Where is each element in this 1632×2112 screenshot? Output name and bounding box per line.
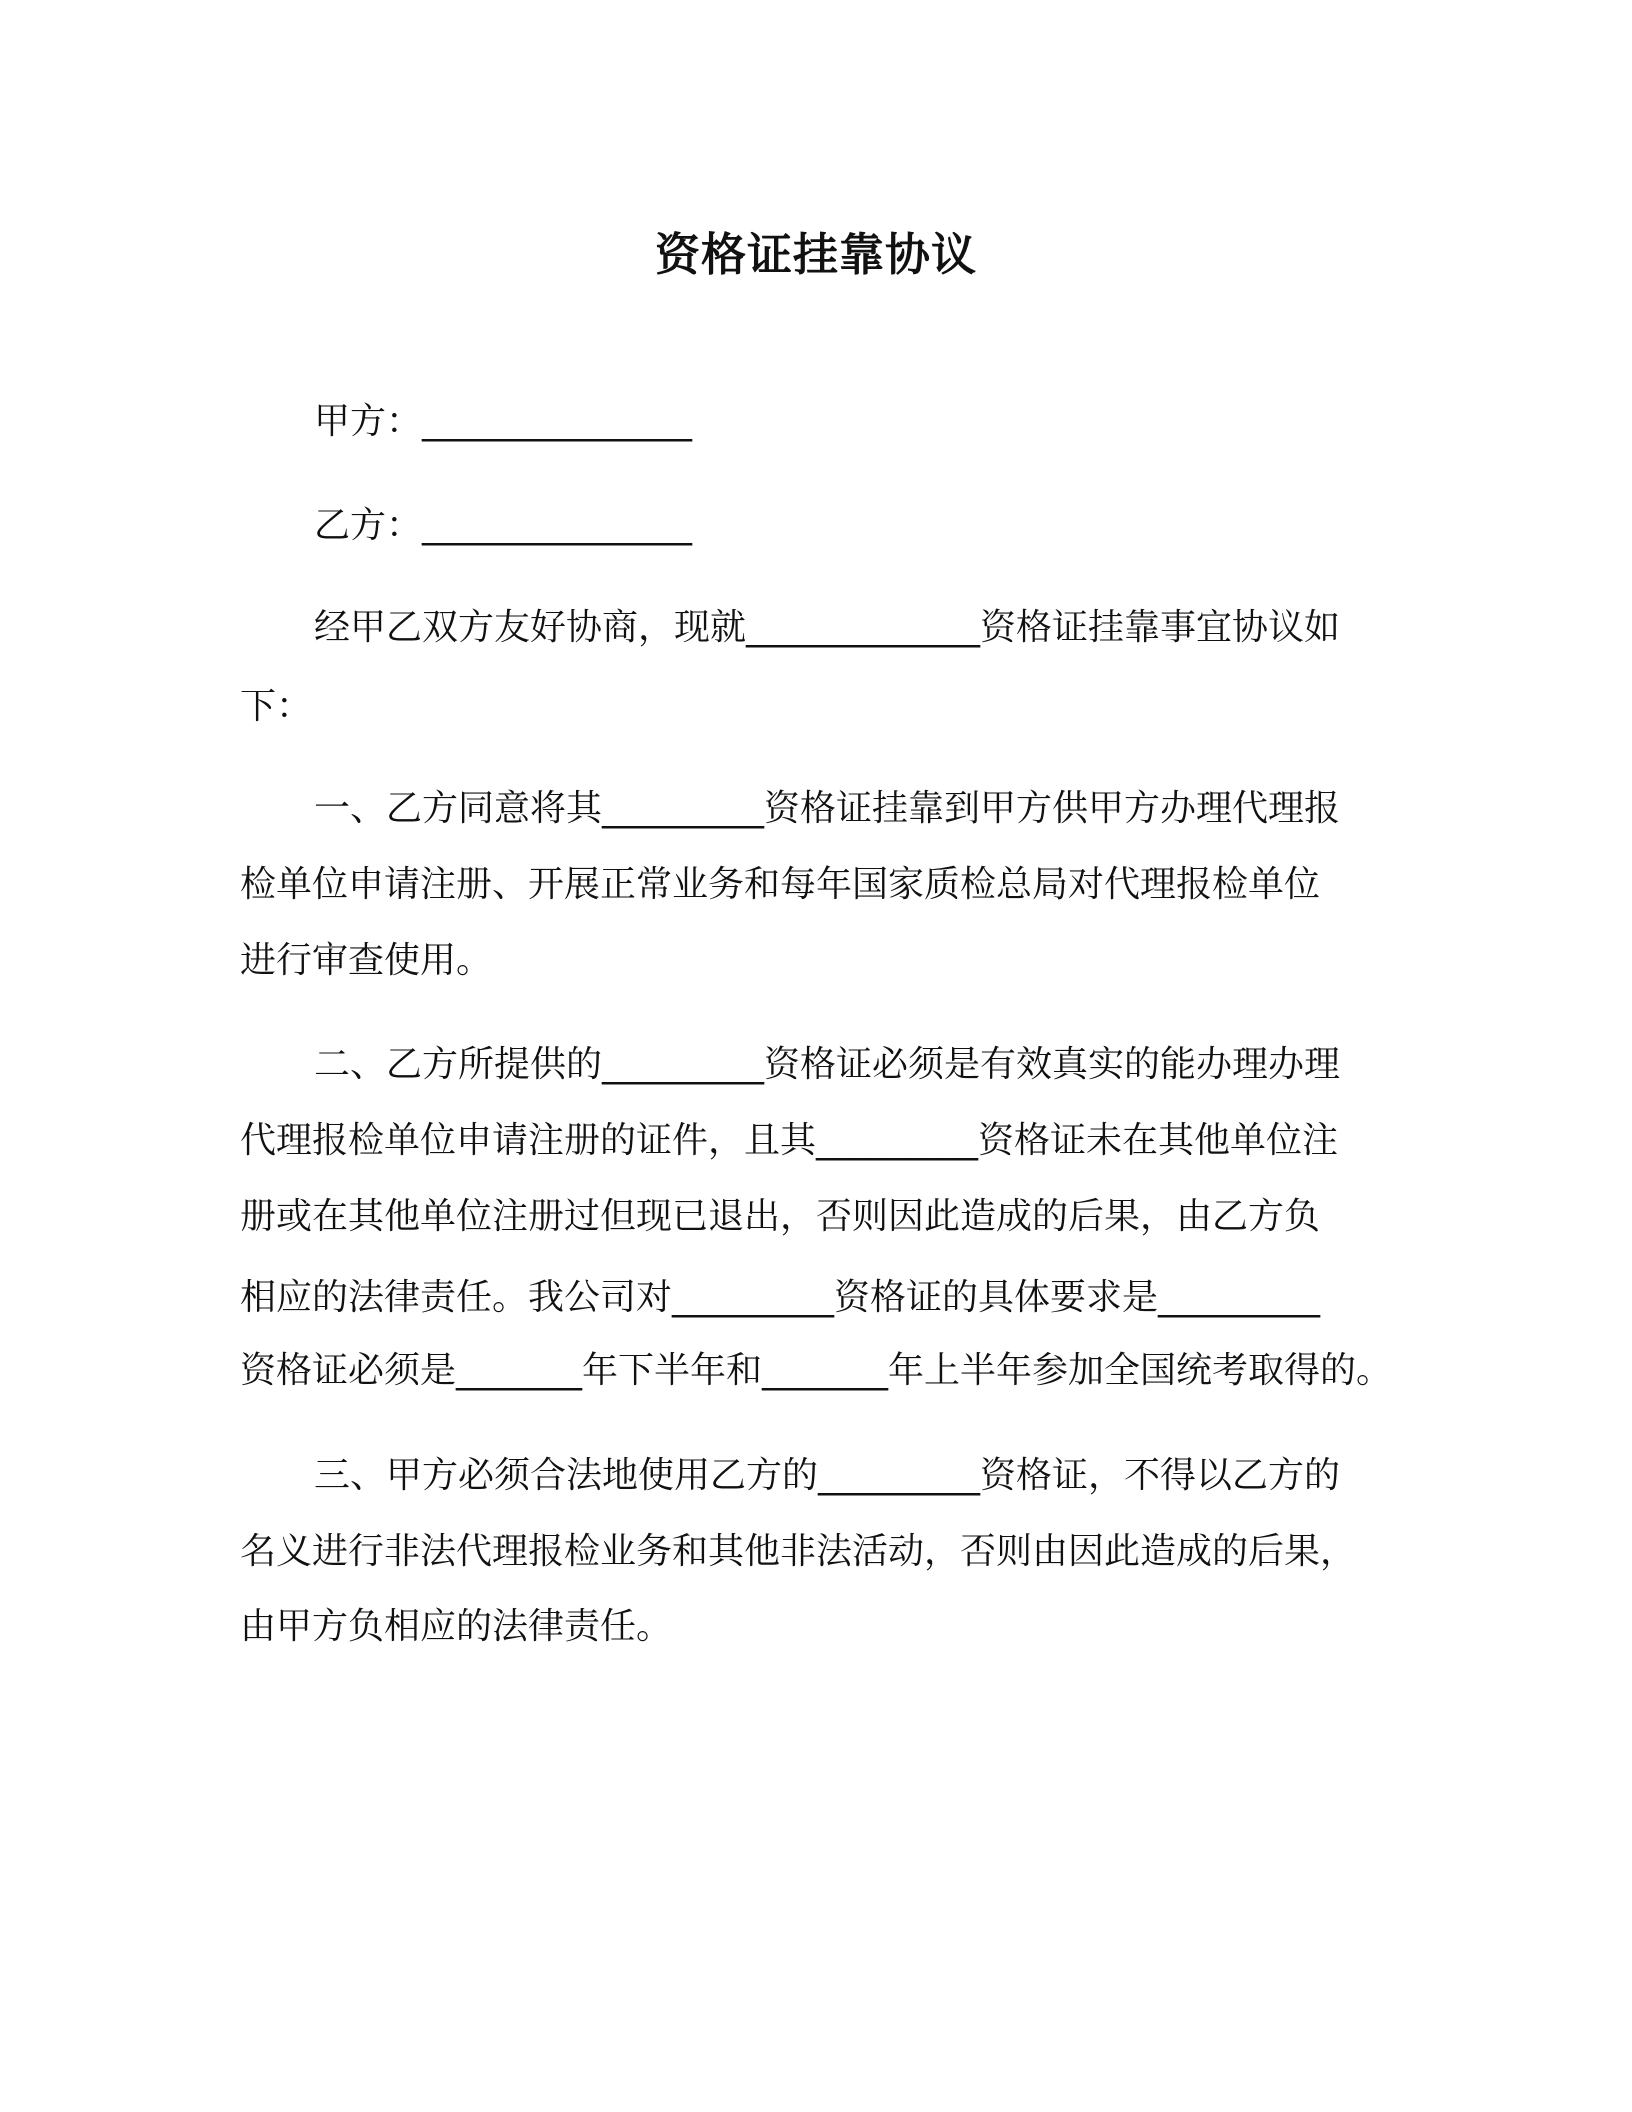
party-b-line: 乙方：_______________ <box>314 505 693 546</box>
clause-2-line-2: 代理报检单位申请注册的证件，且其_________资格证未在其他单位注 <box>240 1120 1339 1161</box>
clause-3-line-1: 三、甲方必须合法地使用乙方的_________资格证，不得以乙方的 <box>314 1455 1341 1496</box>
clause-1-line-2: 检单位申请注册、开展正常业务和每年国家质检总局对代理报检单位 <box>240 864 1321 905</box>
clause-2-line-5: 资格证必须是_______年下半年和_______年上半年参加全国统考取得的。 <box>240 1350 1393 1391</box>
clause-2-line-4: 相应的法律责任。我公司对_________资格证的具体要求是_________ <box>240 1277 1321 1318</box>
clause-2-line-1: 二、乙方所提供的_________资格证必须是有效真实的能办理办理 <box>314 1044 1341 1085</box>
intro-line-2: 下： <box>240 686 313 727</box>
clause-3-line-3: 由甲方负相应的法律责任。 <box>240 1606 673 1647</box>
document-title: 资格证挂靠协议 <box>654 228 977 281</box>
clause-2-line-3: 册或在其他单位注册过但现已退出，否则因此造成的后果，由乙方负 <box>240 1196 1321 1237</box>
clause-1-line-3: 进行审查使用。 <box>240 940 493 981</box>
clause-3-line-2: 名义进行非法代理报检业务和其他非法活动，否则由因此造成的后果， <box>240 1531 1357 1572</box>
party-a-line: 甲方：_______________ <box>314 401 693 442</box>
clause-1-line-1: 一、乙方同意将其_________资格证挂靠到甲方供甲方办理代理报 <box>314 788 1341 829</box>
intro-line-1: 经甲乙双方友好协商，现就_____________资格证挂靠事宜协议如 <box>314 607 1341 648</box>
